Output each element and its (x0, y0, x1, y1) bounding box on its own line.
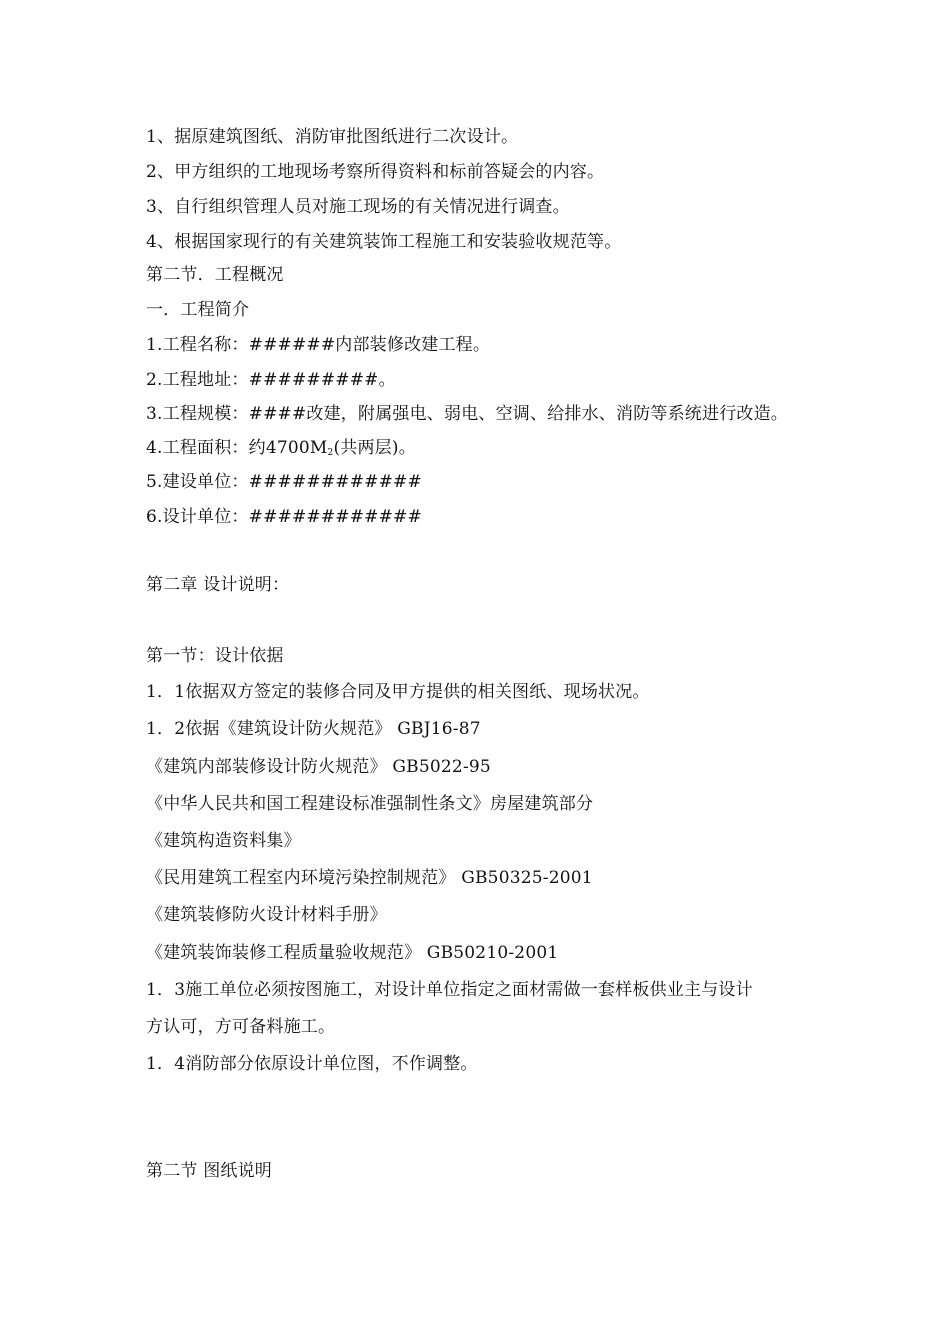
design-basis-item-3: 《建筑内部装修设计防火规范》 GB5022-95 (146, 757, 491, 777)
project-item-name: 1.工程名称：######内部装修改建工程。 (146, 335, 491, 355)
area-unit-subscript: 2 (327, 448, 334, 458)
basis-item-3: 3、自行组织管理人员对施工现场的有关情况进行调查。 (146, 197, 570, 217)
design-basis-item-10: 1．4消防部分依原设计单位图，不作调整。 (146, 1054, 478, 1074)
design-basis-item-1: 1．1依据双方签定的装修合同及甲方提供的相关图纸、现场状况。 (146, 682, 650, 702)
section-title-drawing-notes: 第二节 图纸说明 (146, 1161, 273, 1181)
area-tail: (共两层)。 (333, 438, 416, 458)
design-basis-item-5: 《建筑构造资料集》 (146, 831, 301, 851)
project-item-owner: 5.建设单位：############ (146, 472, 422, 492)
design-basis-item-7: 《建筑装修防火设计材料手册》 (146, 905, 387, 925)
design-basis-item-4: 《中华人民共和国工程建设标准强制性条文》房屋建筑部分 (146, 794, 594, 814)
subsection-title-project-intro: 一．工程简介 (146, 300, 250, 320)
design-basis-item-2: 1．2依据《建筑设计防火规范》 GBJ16-87 (146, 719, 481, 739)
design-basis-item-9-cont: 方认可，方可备料施工。 (146, 1017, 336, 1037)
project-item-designer: 6.设计单位：############ (146, 507, 422, 527)
basis-item-4: 4、根据国家现行的有关建筑装饰工程施工和安装验收规范等。 (146, 232, 622, 252)
area-text: 4.工程面积：约4700M (146, 438, 328, 458)
basis-item-2: 2、甲方组织的工地现场考察所得资料和标前答疑会的内容。 (146, 162, 605, 182)
section-title-project-overview: 第二节．工程概况 (146, 265, 284, 285)
section-title-design-basis: 第一节：设计依据 (146, 646, 284, 666)
design-basis-item-9: 1．3施工单位必须按图施工，对设计单位指定之面材需做一套样板供业主与设计 (146, 980, 753, 1000)
project-item-area (146, 437, 866, 464)
project-item-address: 2.工程地址：#########。 (146, 370, 396, 390)
project-item-scale: 3.工程规模：####改建，附属强电、弱电、空调、给排水、消防等系统进行改造。 (146, 404, 788, 424)
chapter-title-design-notes: 第二章 设计说明： (146, 575, 290, 595)
design-basis-item-6: 《民用建筑工程室内环境污染控制规范》 GB50325-2001 (146, 868, 593, 888)
basis-item-1: 1、据原建筑图纸、消防审批图纸进行二次设计。 (146, 127, 519, 147)
design-basis-item-8: 《建筑装饰装修工程质量验收规范》 GB50210-2001 (146, 943, 559, 963)
